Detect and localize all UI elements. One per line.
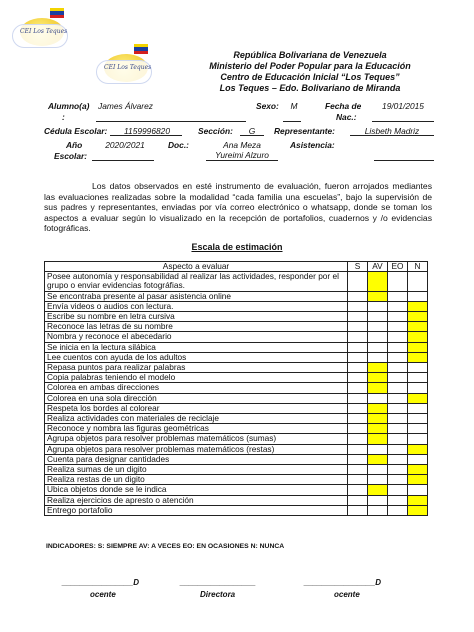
rating-cell-av (368, 485, 388, 495)
anio-value: 2020/2021 (105, 140, 145, 150)
rating-cell-n (408, 383, 428, 393)
rating-cell-s (348, 475, 368, 485)
header-n: N (408, 262, 428, 272)
rating-cell-av (368, 332, 388, 342)
aspect-cell: Agrupa objetos para resolver problemas matemáticos (restas) (45, 444, 348, 454)
header-aspect: Aspecto a evaluar (45, 262, 348, 272)
rating-cell-n (408, 465, 428, 475)
rating-cell-av (368, 291, 388, 301)
rating-cell-n (408, 373, 428, 383)
table-row (45, 291, 428, 301)
rating-cell-av (368, 444, 388, 454)
table-row (45, 312, 428, 322)
aspect-cell: Reconoce las letras de su nombre (45, 322, 348, 332)
sexo-label: Sexo: (256, 101, 279, 111)
fecha-label: Fecha de (325, 101, 362, 111)
header-s: S (348, 262, 368, 272)
rating-cell-s (348, 434, 368, 444)
rating-cell-eo (388, 414, 408, 424)
logo-text: CEI Los Teques (20, 28, 68, 35)
rating-cell-s (348, 495, 368, 505)
alumno-value: James Álvarez (98, 101, 153, 111)
table-header-row (45, 262, 428, 272)
rating-cell-n (408, 342, 428, 352)
aspect-cell: Envía videos o audios con lectura. (45, 301, 348, 311)
signature-label-left: ocente (90, 590, 116, 599)
aspect-cell: Repasa puntos para realizar palabras (45, 363, 348, 373)
rating-cell-n (408, 393, 428, 403)
signature-label-right: ocente (334, 590, 360, 599)
rating-cell-s (348, 465, 368, 475)
table-row (45, 322, 428, 332)
rating-cell-n (408, 312, 428, 322)
rating-cell-av (368, 363, 388, 373)
rating-cell-s (348, 454, 368, 464)
rating-cell-s (348, 383, 368, 393)
signature-label-mid: Directora (200, 590, 236, 599)
rating-cell-n (408, 352, 428, 362)
rating-cell-n (408, 475, 428, 485)
rating-cell-eo (388, 322, 408, 332)
aspect-cell: Se encontraba presente al pasar asistencia online (45, 291, 348, 301)
header-line-4: Los Teques – Edo. Bolivariano de Miranda (219, 83, 401, 93)
alumno-colon: : (62, 112, 65, 122)
rating-cell-eo (388, 505, 408, 515)
rating-cell-n (408, 291, 428, 301)
table-row (45, 414, 428, 424)
rating-cell-av (368, 505, 388, 515)
rating-cell-eo (388, 454, 408, 464)
table-row (45, 393, 428, 403)
table-row (45, 465, 428, 475)
rating-cell-s (348, 342, 368, 352)
rating-cell-eo (388, 291, 408, 301)
rating-cell-s (348, 414, 368, 424)
rating-cell-av (368, 414, 388, 424)
header-line-3: Centro de Educación Inicial “Los Teques” (220, 72, 400, 82)
rating-cell-eo (388, 485, 408, 495)
anio-label-2: Escolar: (54, 151, 88, 161)
rating-cell-eo (388, 403, 408, 413)
table-row (45, 332, 428, 342)
rating-cell-s (348, 272, 368, 291)
signature-line-left: ________________D (62, 578, 139, 587)
rating-cell-n (408, 272, 428, 291)
institution-header (160, 50, 460, 94)
aspect-cell: Cuenta para designar cantidades (45, 454, 348, 464)
rating-cell-eo (388, 393, 408, 403)
indicators-legend: INDICADORES: S: SIEMPRE AV: A VECES EO: EN OCASIONES N: NUNCA (46, 543, 285, 550)
aspect-cell: Colorea en ambas direcciones (45, 383, 348, 393)
rating-cell-eo (388, 272, 408, 291)
anio-label: Año (66, 140, 83, 150)
rating-cell-av (368, 383, 388, 393)
rating-cell-av (368, 352, 388, 362)
flag-icon (50, 8, 64, 18)
aspect-cell: Respeta los bordes al colorear (45, 403, 348, 413)
rating-cell-s (348, 393, 368, 403)
signature-line-right: ________________D (304, 578, 381, 587)
rating-cell-n (408, 454, 428, 464)
flag-icon (134, 44, 148, 54)
rating-cell-s (348, 363, 368, 373)
rating-cell-n (408, 301, 428, 311)
rating-cell-s (348, 332, 368, 342)
table-row (45, 485, 428, 495)
rating-cell-eo (388, 352, 408, 362)
doc-label: Doc.: (168, 140, 189, 150)
header-av: AV (368, 262, 388, 272)
rating-cell-av (368, 373, 388, 383)
aspect-cell: Ubica objetos donde se le indica (45, 485, 348, 495)
table-row (45, 495, 428, 505)
signature-line-mid: _________________ (180, 578, 256, 587)
school-logo (94, 44, 156, 88)
rating-cell-s (348, 291, 368, 301)
rating-cell-av (368, 475, 388, 485)
aspect-cell: Realiza sumas de un digito (45, 465, 348, 475)
seccion-label: Sección: (198, 126, 233, 136)
rating-cell-n (408, 434, 428, 444)
rating-cell-av (368, 342, 388, 352)
aspect-cell: Realiza restas de un digito (45, 475, 348, 485)
school-logo-top (10, 8, 72, 52)
rating-cell-eo (388, 475, 408, 485)
rating-cell-n (408, 495, 428, 505)
logo-text: CEI Los Teques (104, 64, 152, 71)
table-row (45, 475, 428, 485)
table-row (45, 424, 428, 434)
rating-cell-eo (388, 465, 408, 475)
rating-cell-s (348, 312, 368, 322)
aspect-cell: Colorea en una sola dirección (45, 393, 348, 403)
rating-cell-n (408, 505, 428, 515)
rating-cell-eo (388, 434, 408, 444)
alumno-label: Alumno(a) (48, 101, 90, 111)
rating-cell-s (348, 424, 368, 434)
table-row (45, 444, 428, 454)
rating-cell-av (368, 312, 388, 322)
rating-cell-av (368, 322, 388, 332)
aspect-cell: Escribe su nombre en letra cursiva (45, 312, 348, 322)
seccion-value: G (248, 126, 256, 136)
sexo-value: M (290, 101, 298, 111)
rating-cell-eo (388, 312, 408, 322)
table-row (45, 505, 428, 515)
aspect-cell: Realiza actividades con materiales de reciclaje (45, 414, 348, 424)
rating-cell-s (348, 444, 368, 454)
rating-cell-av (368, 272, 388, 291)
rating-cell-eo (388, 373, 408, 383)
table-row (45, 403, 428, 413)
cedula-label: Cédula Escolar: (44, 126, 108, 136)
rating-cell-n (408, 424, 428, 434)
aspect-cell: Copia palabras teniendo el modelo (45, 373, 348, 383)
rating-cell-s (348, 403, 368, 413)
rating-cell-av (368, 403, 388, 413)
representante-label: Representante: (274, 126, 335, 136)
rating-cell-n (408, 322, 428, 332)
rating-cell-eo (388, 495, 408, 505)
table-row (45, 434, 428, 444)
aspect-cell: Se inicia en la lectura silábica (45, 342, 348, 352)
estimation-scale-table (44, 261, 428, 516)
rating-cell-eo (388, 301, 408, 311)
rating-cell-av (368, 393, 388, 403)
rating-cell-eo (388, 332, 408, 342)
table-row (45, 454, 428, 464)
fecha-label-2: Nac.: (336, 112, 357, 122)
rating-cell-s (348, 301, 368, 311)
header-line-1: República Bolivariana de Venezuela (233, 50, 387, 60)
rating-cell-s (348, 373, 368, 383)
asistencia-label: Asistencia: (290, 140, 335, 150)
header-line-2: Ministerio del Poder Popular para la Educación (209, 61, 411, 71)
aspect-cell: Posee autonomía y responsabilidad al realizar las actividades, responder por el grupo o enviar evidencias fotográfias. (45, 272, 348, 291)
rating-cell-n (408, 363, 428, 373)
aspect-cell: Agrupa objetos para resolver problemas matemáticos (sumas) (45, 434, 348, 444)
table-row (45, 352, 428, 362)
aspect-cell: Nombra y reconoce el abecedario (45, 332, 348, 342)
representante-value: Lisbeth Madriz (364, 126, 420, 136)
aspect-cell: Entrego portafolio (45, 505, 348, 515)
rating-cell-eo (388, 424, 408, 434)
table-row (45, 383, 428, 393)
rating-cell-s (348, 352, 368, 362)
rating-cell-n (408, 332, 428, 342)
rating-cell-s (348, 485, 368, 495)
aspect-cell: Realiza ejercicios de apresto o atención (45, 495, 348, 505)
rating-cell-n (408, 444, 428, 454)
rating-cell-eo (388, 363, 408, 373)
aspect-cell: Lee cuentos con ayuda de los adultos (45, 352, 348, 362)
cedula-value: 1159996820 (124, 126, 170, 136)
table-row (45, 373, 428, 383)
evaluation-description: Los datos observados en esté instrumento de evaluación, fueron arrojados mediantes las evaluaciones realizadas sobre la modalidad “cada familia una escuelas”, bajo la supervisión de sus padres y representantes, enviadas por vía correo electrónico o whatsapp, donde se toman los aspectos a evaluar según lo visualizado en la recepción de portafolios, cuadernos y /o evidencias fotográficas. (44, 181, 432, 234)
rating-cell-n (408, 414, 428, 424)
table-row (45, 363, 428, 373)
scale-title: Escala de estimación (191, 242, 283, 252)
doc-value-2: Yureimi Alzuro (215, 150, 269, 160)
table-row (45, 272, 428, 291)
rating-cell-s (348, 505, 368, 515)
doc-value-1: Ana Meza (223, 140, 261, 150)
rating-cell-av (368, 454, 388, 464)
aspect-cell: Reconoce y nombra las figuras geométricas (45, 424, 348, 434)
rating-cell-s (348, 322, 368, 332)
rating-cell-n (408, 403, 428, 413)
rating-cell-eo (388, 383, 408, 393)
rating-cell-eo (388, 444, 408, 454)
rating-cell-av (368, 465, 388, 475)
rating-cell-av (368, 301, 388, 311)
rating-cell-av (368, 495, 388, 505)
table-row (45, 342, 428, 352)
rating-cell-av (368, 434, 388, 444)
rating-cell-eo (388, 342, 408, 352)
table-row (45, 301, 428, 311)
rating-cell-av (368, 424, 388, 434)
fecha-value: 19/01/2015 (382, 101, 424, 111)
rating-cell-n (408, 485, 428, 495)
header-eo: EO (388, 262, 408, 272)
